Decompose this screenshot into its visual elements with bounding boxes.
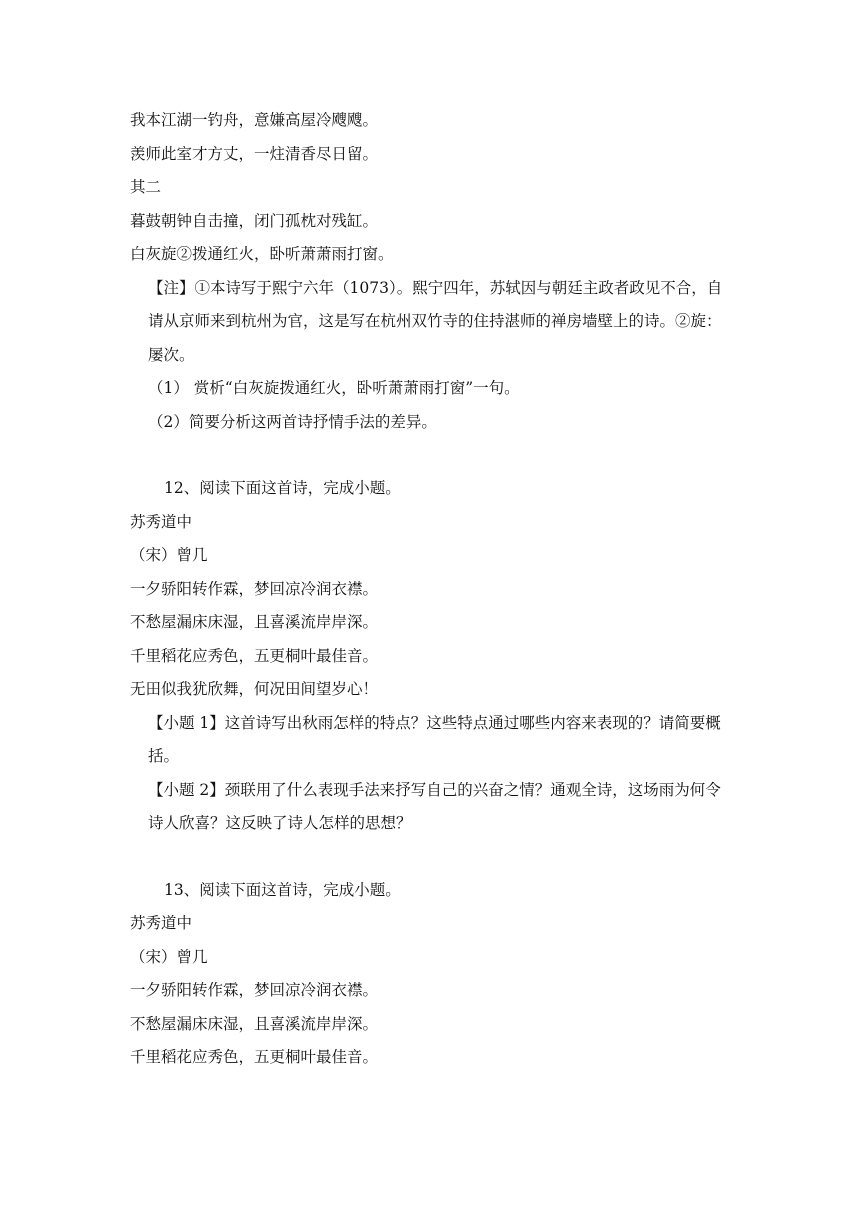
poem-line: 我本江湖一钓舟，意嫌高屋冷飕飕。 [130,111,379,129]
poem-line: 不愁屋漏床床湿，且喜溪流岸岸深。 [130,613,379,631]
poem-title: 苏秀道中 [130,914,193,932]
question-12-heading: 12、阅读下面这首诗，完成小题。 [164,479,401,497]
poem-line: 羡师此室才方丈，一炷清香尽日留。 [130,144,379,163]
poem-note: 【注】①本诗写于熙宁六年（1073）。熙宁四年，苏轼因与朝廷主政者政见不合，自请从京师来到杭州为官，这是写在杭州双竹寺的住持湛师的禅房墙壁上的诗。②旋：屡次。 [148,278,723,364]
poem-title: 苏秀道中 [130,512,193,531]
poem-line: 千里稻花应秀色，五更桐叶最佳音。 [130,646,379,665]
poem-line: 暮鼓朝钟自击撞，闭门孤枕对残缸。 [130,211,379,230]
subquestion-1: 【小题 1】这首诗写出秋雨怎样的特点？这些特点通过哪些内容来表现的？请简要概括。 [148,713,721,765]
poem-subtitle: 其二 [130,178,162,196]
poem-line: 千里稻花应秀色，五更桐叶最佳音。 [130,1048,379,1066]
poem-line: 一夕骄阳转作霖，梦回凉冷润衣襟。 [130,579,379,598]
poem-line: 白灰旋②拨通红火，卧听萧萧雨打窗。 [130,245,394,263]
question-1: （1） 赏析“白灰旋拨通红火，卧听萧萧雨打窗”一句。 [148,379,520,397]
question-2: （2）简要分析这两首诗抒情手法的差异。 [148,412,437,431]
poem-line: 一夕骄阳转作霖，梦回凉冷润衣襟。 [130,981,379,999]
subquestion-2: 【小题 2】颈联用了什么表现手法来抒写自己的兴奋之情？通观全诗，这场雨为何令诗人欣喜？这反映了诗人怎样的思想？ [148,780,721,832]
question-13-heading: 13、阅读下面这首诗，完成小题。 [164,880,401,899]
poem-line: 不愁屋漏床床湿，且喜溪流岸岸深。 [130,1014,379,1033]
spacer [130,439,735,472]
poem-line: 无田似我犹欣舞，何况田间望岁心！ [130,680,379,698]
poem-author: （宋）曾几 [130,546,208,564]
document-body [130,104,735,1075]
spacer [130,841,735,874]
poem-author: （宋）曾几 [130,947,208,966]
